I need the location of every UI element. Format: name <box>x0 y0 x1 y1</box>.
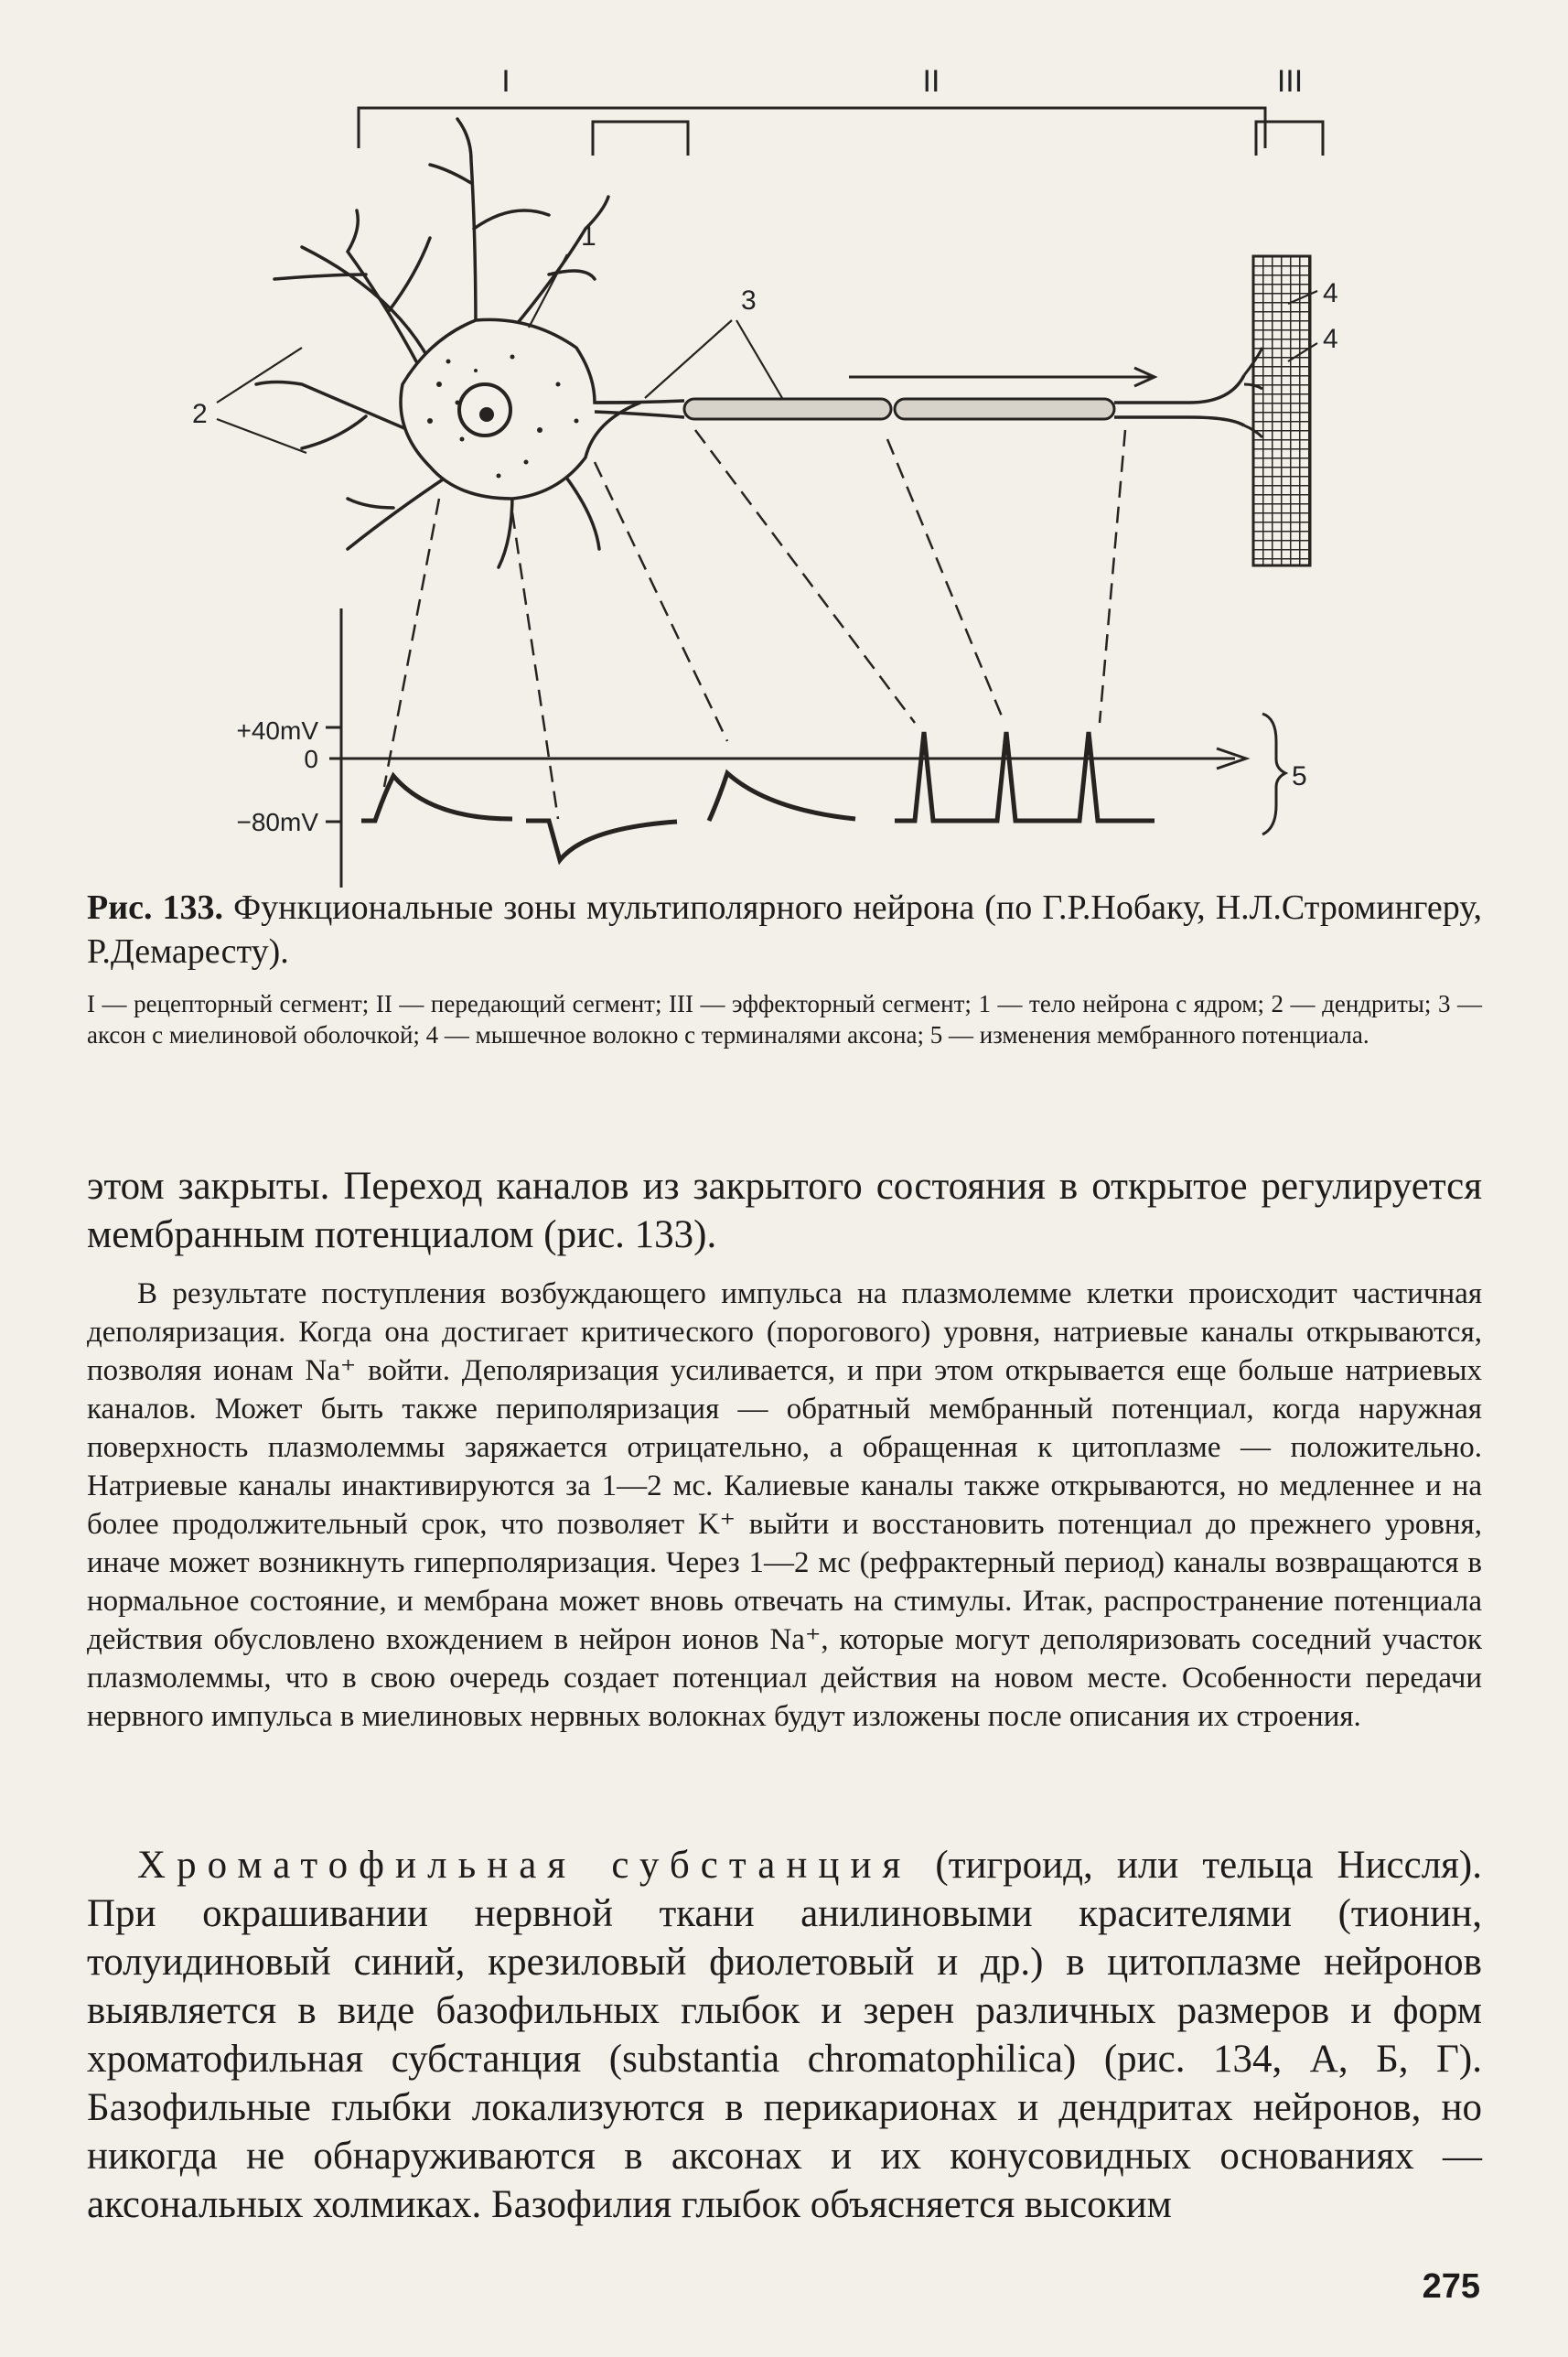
caption-title: Функциональные зоны мультиполярного нейрона (по Г.Р.Нобаку, Н.Л.Стромингеру, Р.Демаресту). <box>87 888 1482 971</box>
zone-label-1: I <box>501 64 510 99</box>
potential-graph <box>326 608 1285 888</box>
label-2: 2 <box>192 399 208 429</box>
myelin-sheath <box>684 399 1114 419</box>
caption-label: Рис. 133. <box>87 888 224 927</box>
axis-label-plus40: +40mV <box>236 716 318 745</box>
label-1: 1 <box>581 221 596 252</box>
label-4b: 4 <box>1323 324 1338 354</box>
body-paragraph-1: этом закрыты. Переход каналов из закрытого состояния в открытое регулируется мембранным потенциалом (рис. 133). <box>87 1165 1482 1256</box>
axis-label-zero: 0 <box>304 745 318 773</box>
figure-legend: I — рецепторный сегмент; II — передающий сегмент; III — эффекторный сегмент; 1 — тело нейрона с ядром; 2 — дендриты; 3 — аксон с миелиновой оболочкой; 4 — мышечное волокно с терминалями аксона; 5 — изменения мембранного потенциала. <box>87 990 1482 1049</box>
muscle-fiber <box>1253 256 1310 565</box>
nucleolus <box>479 407 494 422</box>
brace-5 <box>1262 714 1285 834</box>
zone-label-3: III <box>1276 64 1304 99</box>
body-paragraph-3 <box>87 1841 1482 2229</box>
zone-label-2: II <box>922 64 940 99</box>
label-4a: 4 <box>1323 278 1338 308</box>
neuron-body <box>256 119 640 567</box>
neuron-figure <box>0 0 1568 888</box>
neuron-diagram <box>0 0 1568 888</box>
label-5: 5 <box>1292 761 1307 791</box>
term-chromatophilic-substance: Хроматофильная субстанция <box>137 1844 912 1887</box>
impulse-arrow <box>849 368 1155 386</box>
label-3: 3 <box>741 285 757 316</box>
zone-brackets <box>359 108 1323 156</box>
page-number: 275 <box>1422 2267 1480 2306</box>
trace-action-potentials <box>895 732 1155 821</box>
trace-conductive <box>709 773 855 821</box>
paragraph-3-text: (тигроид, или тельца Ниссля). При окрашивании нервной ткани анилиновыми красителями (тионин, толуидиновый синий, крезиловый фиолетовый и др.) в цитоплазме нейронов выявляется в виде базофильных глыбок и зерен различных размеров и форм хроматофильная субстанция (substantia chromatophilica) (рис. 134, А, Б, Г). Базофильные глыбки локализуются в перикарионах и дендритах нейронов, но никогда не обнаруживаются в аксонах и их конусовидных основаниях — аксональных холмиках. Базофилия глыбок объясняется высоким <box>87 1844 1482 2226</box>
trace-receptor-2 <box>526 821 677 860</box>
figure-caption <box>87 886 1482 974</box>
axis-label-minus80: −80mV <box>236 808 318 836</box>
body-paragraph-2: В результате поступления возбуждающего импульса на плазмолемме клетки происходит частичная деполяризация. Когда она достигает критического (порогового) уровня, натриевые каналы открываются, позволяя ионам Na⁺ войти. Деполяризация усиливается, и при этом открывается еще больше натриевых каналов. Может быть также периполяризация — обратный мембранный потенциал, когда наружная поверхность плазмолеммы заряжается отрицательно, а обращенная к цитоплазме — положительно. Натриевые каналы инактивируются за 1—2 мс. Калиевые каналы также открываются, но медленнее и на более продолжительный срок, что позволяет K⁺ выйти и восстановить потенциал до прежнего уровня, иначе может возникнуть гиперполяризация. Через 1—2 мс (рефрактерный период) каналы возвращаются в нормальное состояние, и мембрана может вновь отвечать на стимулы. Итак, распространение потенциала действия обусловлено вхождением в нейрон ионов Na⁺, которые могут деполяризовать соседний участок плазмолеммы, что в свою очередь создает потенциал действия на новом месте. Особенности передачи нервного импульса в миелиновых нервных волокнах будут изложены после описания их строения. <box>87 1277 1482 1733</box>
